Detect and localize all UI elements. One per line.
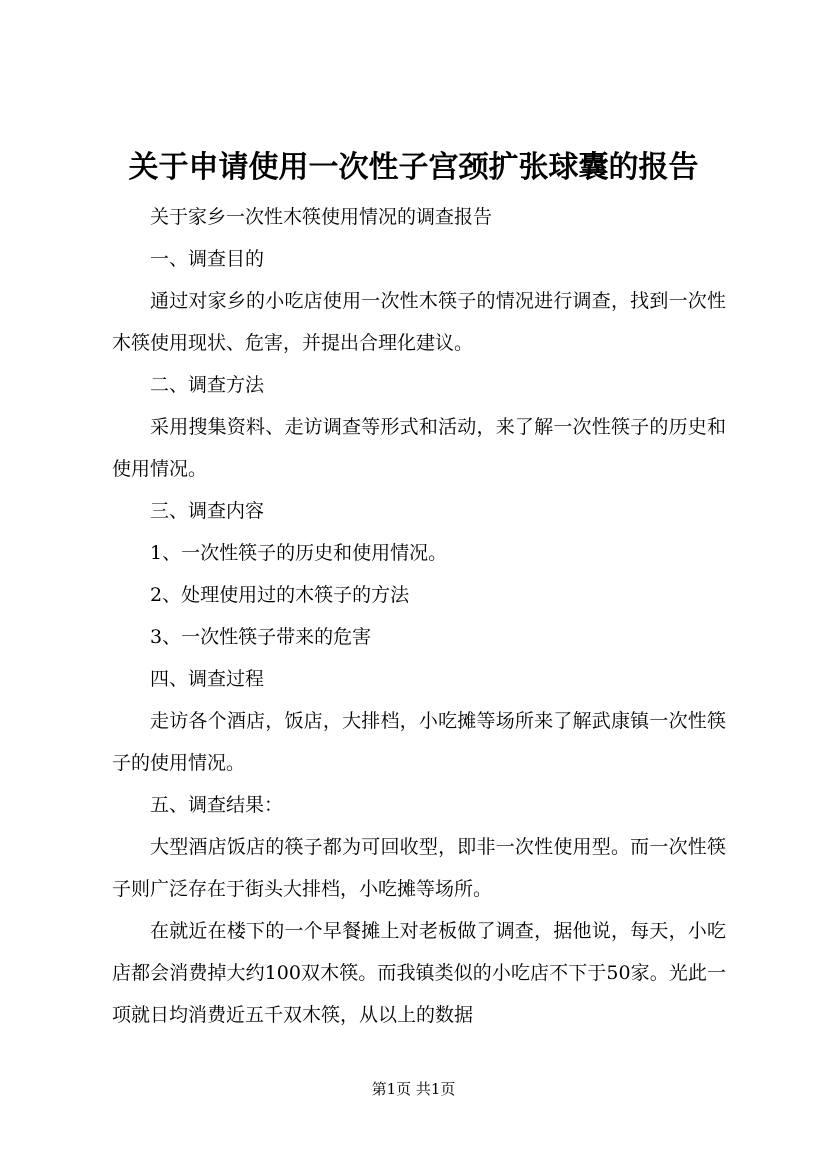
process-paragraph: 走访各个酒店，饭店，大排档，小吃摊等场所来了解武康镇一次性筷子的使用情况。: [112, 710, 726, 774]
content-item-1: 1、一次性筷子的历史和使用情况。: [150, 542, 448, 564]
content-item-2: 2、处理使用过的木筷子的方法: [150, 584, 410, 606]
document-title: 关于申请使用一次性子宫颈扩张球囊的报告: [128, 150, 699, 185]
section-heading-results: 五、调查结果：: [150, 794, 284, 816]
results-paragraph-1: 大型酒店饭店的筷子都为可回收型，即非一次性使用型。而一次性筷子则广泛存在于街头大排档，小吃摊等场所。: [112, 836, 726, 900]
results-paragraph-2: 在就近在楼下的一个早餐摊上对老板做了调查，据他说，每天，小吃店都会消费掉大约100双木筷。而我镇类似的小吃店不下于50家。光此一项就日均消费近五千双木筷，从以上的数据: [112, 920, 726, 1026]
content-item-3: 3、一次性筷子带来的危害: [150, 626, 372, 648]
document-body: [112, 196, 726, 1036]
section-heading-method: 二、调查方法: [150, 374, 265, 396]
section-heading-purpose: 一、调查目的: [150, 248, 265, 270]
section-heading-content: 三、调查内容: [150, 500, 265, 522]
subtitle-paragraph: 关于家乡一次性木筷使用情况的调查报告: [150, 206, 493, 228]
section-heading-process: 四、调查过程: [150, 668, 265, 690]
purpose-paragraph: 通过对家乡的小吃店使用一次性木筷子的情况进行调查，找到一次性木筷使用现状、危害，并提出合理化建议。: [112, 290, 726, 354]
method-paragraph: 采用搜集资料、走访调查等形式和活动，来了解一次性筷子的历史和使用情况。: [112, 416, 726, 480]
page-footer: 第1页 共1页: [371, 1080, 456, 1098]
